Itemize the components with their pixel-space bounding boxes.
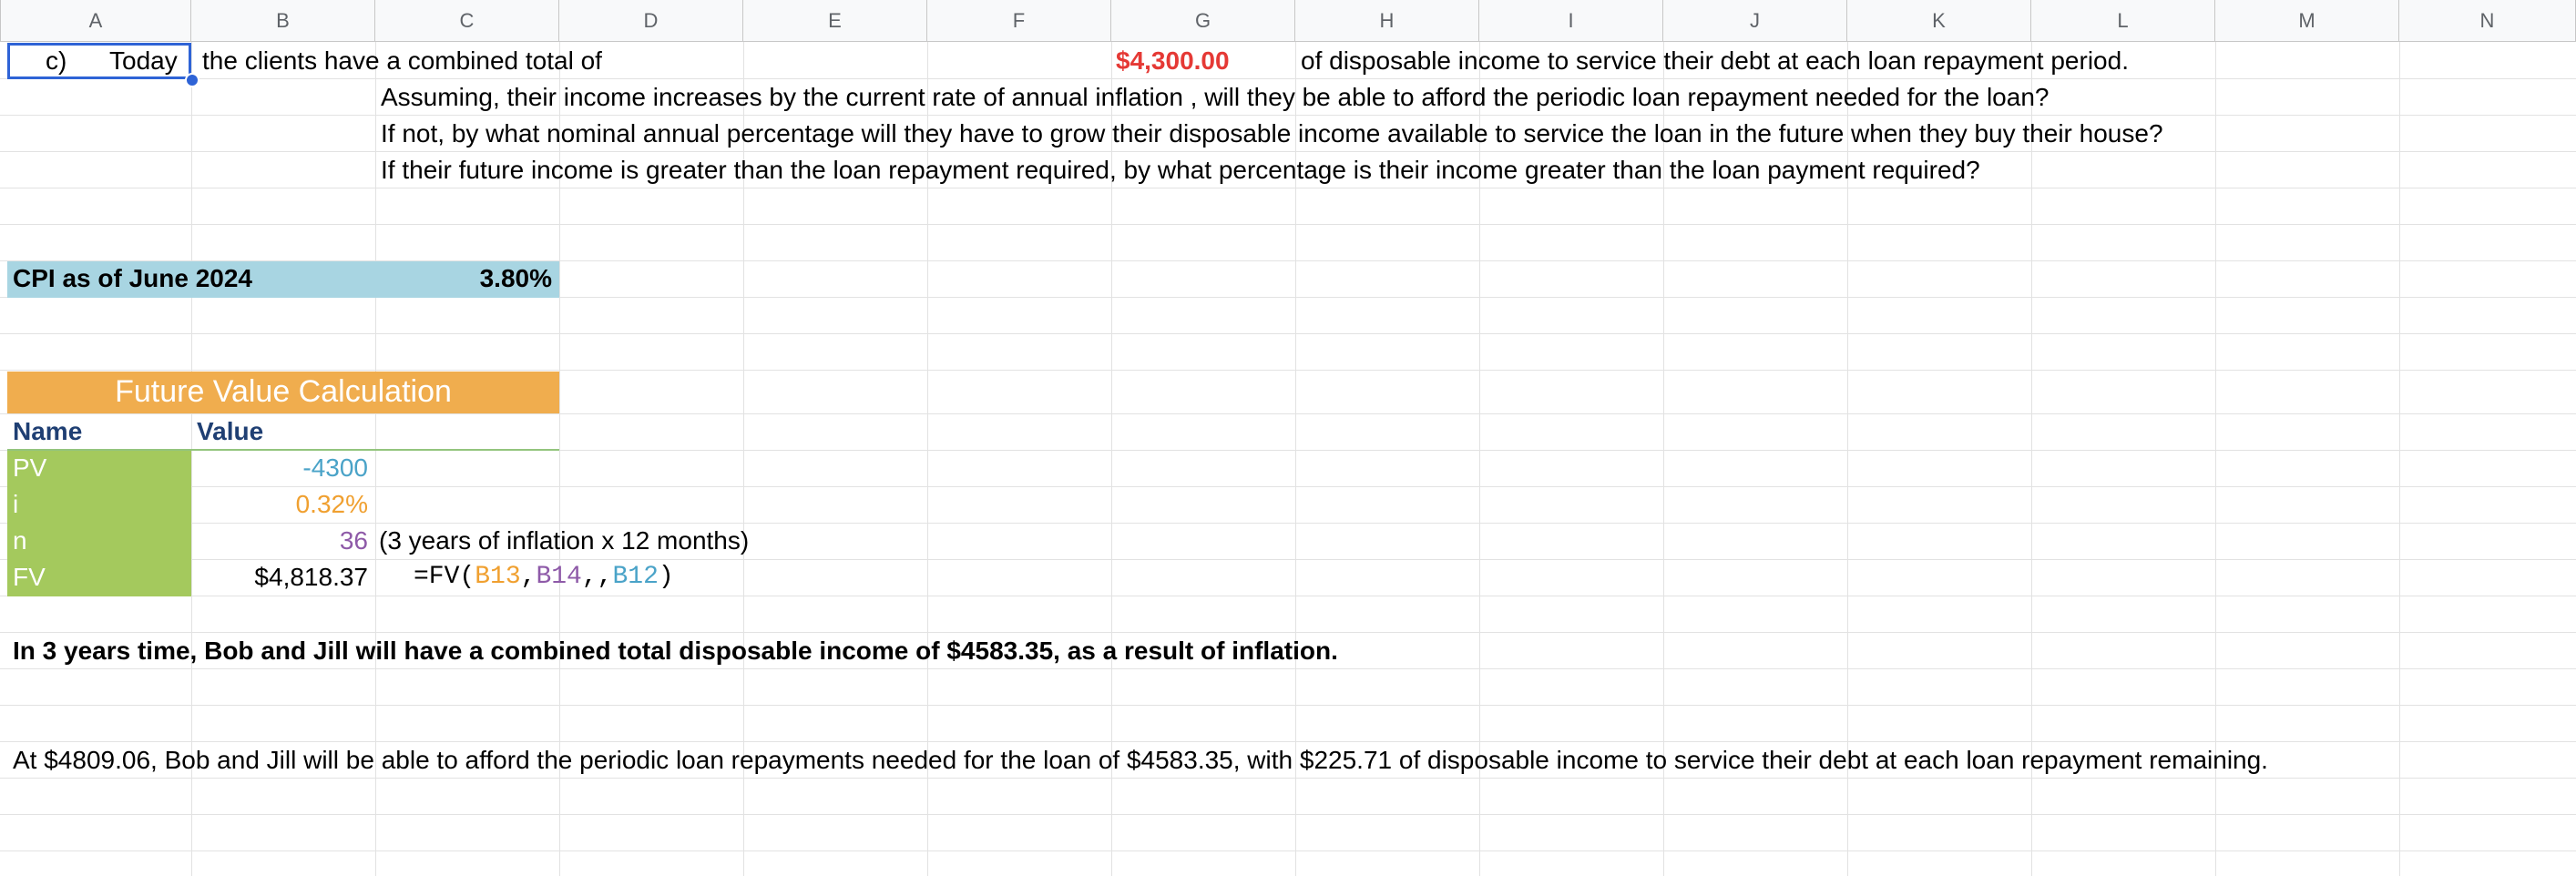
fv-header-name[interactable]: Name: [7, 414, 191, 451]
fill-handle[interactable]: [185, 73, 199, 87]
column-header-m[interactable]: M: [2215, 0, 2399, 42]
column-header-a[interactable]: A: [0, 0, 191, 42]
fv-table-title[interactable]: Future Value Calculation: [7, 372, 559, 413]
grid-line: [0, 705, 2576, 706]
fv-value-pv[interactable]: -4300: [302, 453, 368, 482]
formula-arg-b12: B12: [612, 563, 659, 591]
column-header-l[interactable]: L: [2031, 0, 2215, 42]
grid-line: [0, 486, 2576, 487]
cpi-value-cell[interactable]: 3.80%: [375, 261, 559, 298]
grid-line: [0, 370, 2576, 371]
statement-affordability[interactable]: At $4809.06, Bob and Jill will be able to afford the periodic loan repayments needed for the loan of $4583.35, with $225.71 of disposable income to service their debt at each loan repayment remaining.: [13, 746, 2268, 774]
column-header-j[interactable]: J: [1663, 0, 1847, 42]
column-header-h[interactable]: H: [1295, 0, 1479, 42]
cell-a1-label[interactable]: c): [46, 46, 67, 75]
formula-commas: ,,: [581, 563, 613, 591]
grid-line: [0, 741, 2576, 742]
cell-h1-text[interactable]: of disposable income to service their debt at each loan repayment period.: [1301, 46, 2129, 75]
column-header-n[interactable]: N: [2399, 0, 2576, 42]
cell-c2-text[interactable]: Assuming, their income increases by the current rate of annual inflation , will they be able to afford the periodic loan repayment needed for the loan?: [381, 83, 2050, 111]
fv-name-n[interactable]: n: [7, 524, 191, 560]
grid-line: [0, 559, 2576, 560]
column-header-k[interactable]: K: [1847, 0, 2031, 42]
column-header-f[interactable]: F: [927, 0, 1111, 42]
cell-c4-text[interactable]: If their future income is greater than the loan repayment required, by what percentage is their income greater than the loan payment required?: [381, 156, 1980, 184]
grid-line: [0, 78, 2576, 79]
grid-line: [0, 115, 2576, 116]
statement-inflation[interactable]: In 3 years time, Bob and Jill will have a combined total disposable income of $4583.35, as a result of inflation.: [13, 637, 1338, 665]
grid-line: [0, 778, 2576, 779]
column-header-i[interactable]: I: [1479, 0, 1663, 42]
formula-comma: ,: [520, 563, 537, 591]
fv-name-i[interactable]: i: [7, 487, 191, 524]
cell-c3-text[interactable]: If not, by what nominal annual percentage will they have to grow their disposable income available to service the loan in the future when they buy their house?: [381, 119, 2163, 148]
cell-today[interactable]: Today: [109, 46, 178, 75]
cell-g1-amount[interactable]: $4,300.00: [1116, 46, 1230, 75]
fv-formula[interactable]: [414, 560, 674, 595]
cell-b1-text[interactable]: the clients have a combined total of: [202, 46, 602, 75]
grid-line: [0, 224, 2576, 225]
fv-note-n[interactable]: (3 years of inflation x 12 months): [379, 526, 750, 555]
cpi-label-cell[interactable]: CPI as of June 2024: [7, 261, 375, 298]
fv-value-fv[interactable]: $4,818.37: [254, 563, 368, 591]
formula-arg-b14: B14: [536, 563, 582, 591]
column-header-e[interactable]: E: [743, 0, 927, 42]
formula-prefix: =FV(: [414, 563, 475, 591]
fv-value-i[interactable]: 0.32%: [295, 490, 368, 518]
grid-line: [0, 668, 2576, 669]
formula-suffix: ): [658, 563, 674, 591]
fv-value-n[interactable]: 36: [339, 526, 368, 555]
grid-line: [2399, 42, 2400, 876]
grid-line: [0, 333, 2576, 334]
column-header-g[interactable]: G: [1111, 0, 1295, 42]
fv-header-value[interactable]: Value: [191, 414, 559, 451]
fv-name-fv[interactable]: FV: [7, 560, 191, 596]
column-header-d[interactable]: D: [559, 0, 743, 42]
grid-line: [0, 632, 2576, 633]
formula-arg-b13: B13: [475, 563, 521, 591]
column-header-c[interactable]: C: [375, 0, 559, 42]
grid-line: [0, 151, 2576, 152]
column-header-b[interactable]: B: [191, 0, 375, 42]
fv-name-pv[interactable]: PV: [7, 451, 191, 487]
grid-line: [0, 814, 2576, 815]
